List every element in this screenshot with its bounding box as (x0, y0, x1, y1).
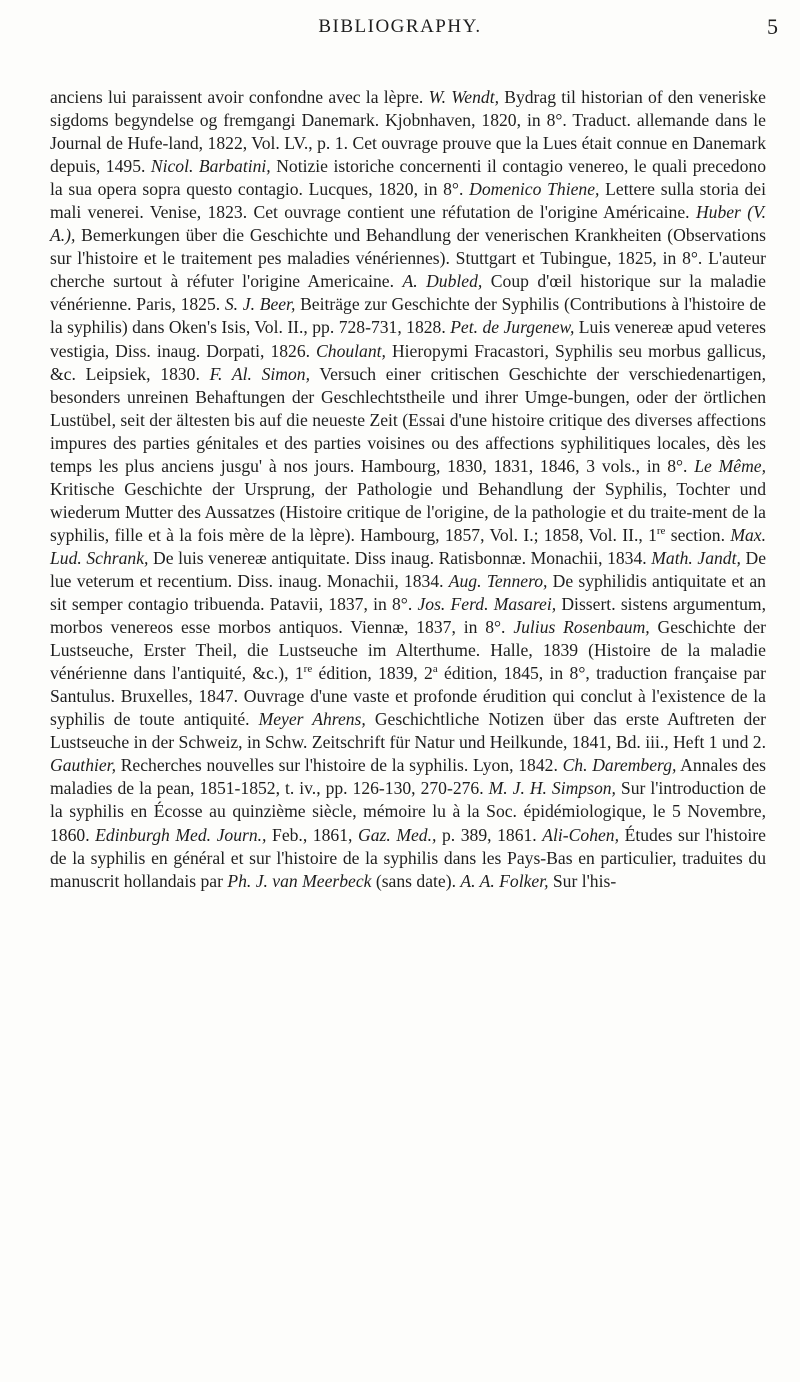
citation-text: Sur l'introduction de la syphilis en Écosse au quinzième siècle, mémoire lu à la Soc. épidémiologique, le 5 Novembre, 1860. (50, 778, 766, 845)
citation-text: Sur l'his- (548, 870, 617, 891)
page-title: BIBLIOGRAPHY. (318, 16, 482, 37)
citation-text: Annales des maladies de la pean, 1851-1852, t. iv., pp. 126-130, 270-276. (50, 755, 766, 799)
citation-text: Dissert. sistens argumentum, morbos venereos esse morbos antiquos. Viennæ, 1837, in 8°. (50, 594, 766, 638)
author-name: W. Wendt, (428, 87, 499, 107)
citation-text: édition, 1839, 2 (312, 663, 433, 684)
citation-text: Versuch einer critischen Geschichte der verschiedenartigen, besonders unreinen Behaftungen der Geschlechtstheile und ihrer Umge-bungen, oder der örtlichen Lustübel, seit der ältesten bis auf die neueste Zeit (Essai d'une histoire critique des diverses affections impures des parties génitales et des parties voisines ou des affections syphilitiques locales, dès les temps les plus anciens jusgu' à nos jours. Hambourg, 1830, 1831, 1846, 3 vols., in 8°. (50, 363, 766, 476)
author-name: Julius Rosenbaum, (513, 617, 650, 638)
author-name: Jos. Ferd. Masarei, (417, 594, 557, 615)
citation-text: Geschichtliche Notizen über das erste Auftreten der Lustseuche in der Schweiz, in Schw. Zeitschrift für Natur und Heilkunde, 1841, Bd. iii., Heft 1 und 2. (50, 709, 766, 753)
citation-text: Feb., 1861, (266, 824, 358, 845)
author-name: Aug. Tennero, (448, 570, 548, 591)
author-name: M. J. H. Simpson, (488, 778, 616, 799)
citation-text: (sans date). (371, 870, 461, 891)
author-name: Max. Lud. Schrank, (50, 524, 766, 568)
ordinal-superscript: re (656, 525, 666, 538)
author-name: Ali-Cohen, (542, 824, 619, 845)
author-name: Meyer Ahrens, (258, 709, 366, 730)
author-name: Choulant, (316, 340, 386, 361)
ordinal-superscript: a (432, 663, 438, 676)
author-name: Ph. J. van Meerbeck (227, 870, 372, 891)
citation-text: p. 389, 1861. (436, 824, 543, 845)
author-name: F. Al. Simon, (209, 363, 310, 384)
citation-text: De luis venereæ antiquitate. Diss inaug. Ratisbonnæ. Monachii, 1834. (148, 547, 652, 568)
citation-text: Luis venereæ apud veteres vestigia, Diss. inaug. Dorpati, 1826. (50, 317, 766, 361)
citation-text: De lue veterum et recentium. Diss. inaug. Monachii, 1834. (50, 547, 766, 591)
bibliography-text (50, 86, 766, 893)
citation-text: Lettere sulla storia dei mali venerei. Venise, 1823. Cet ouvrage contient une réfutation de l'origine Américaine. (50, 179, 766, 223)
author-name: Gauthier, (50, 755, 116, 776)
author-name: A. Dubled, (402, 271, 483, 292)
author-name: Ch. Daremberg, (562, 755, 677, 776)
citation-text: Beiträge zur Geschichte der Syphilis (Contributions à l'histoire de la syphilis) dans Oken's Isis, Vol. II., pp. 728-731, 1828. (50, 294, 766, 338)
citation-text: Bemerkungen über die Geschichte und Behandlung der venerischen Krankheiten (Observations sur l'histoire et le traitement pes maladies vénériennes). Stuttgart et Tubingue, 1825, in 8°. L'auteur cherche surtout à réfuter l'origine Americaine. (50, 225, 766, 292)
citation-text: Geschichte der Lustseuche, Erster Theil, die Lustseuche im Alterthume. Halle, 1839 (Histoire de la maladie vénérienne dans l'antiquité, &c.), 1 (50, 617, 767, 684)
citation-text: De syphilidis antiquitate et an sit semper contagio tribuenda. Patavii, 1837, in 8°. (50, 570, 766, 615)
citation-text: Hieropymi Fracastori, Syphilis seu morbus gallicus, &c. Leipsiek, 1830. (50, 340, 766, 384)
page-number: 5 (767, 14, 778, 39)
citation-text: édition, 1845, in 8°, traduction française par Santulus. Bruxelles, 1847. Ouvrage d'une vaste et profonde érudition qui conclut à l'existence de la syphilis de toute antiquité. (50, 663, 766, 730)
citation-text: Recherches nouvelles sur l'histoire de la syphilis. Lyon, 1842. (115, 755, 563, 776)
author-name: Le Même, (694, 455, 766, 476)
citation-text: Notizie istoriche concernenti il contagio venereo, le quali precedono la sua opera sopra questo contagio. Lucques, 1820, in 8°. (50, 156, 766, 200)
citation-text: anciens lui paraissent avoir confondne avec la lèpre. (50, 87, 429, 107)
author-name: Math. Jandt, (651, 547, 741, 568)
citation-text: Coup d'œil historique sur la maladie vénérienne. Paris, 1825. (50, 271, 766, 315)
author-name: Edinburgh Med. Journ., (95, 824, 267, 845)
running-head (0, 12, 800, 48)
citation-text: section. (665, 524, 731, 545)
author-name: Pet. de Jurgenew, (450, 317, 575, 338)
author-name: A. A. Folker, (460, 870, 549, 891)
citation-text: Études sur l'histoire de la syphilis en général et sur l'histoire de la syphilis dans les Pays-Bas en particulier, traduites du manuscrit hollandais par (50, 824, 766, 891)
author-name: Huber (V. A.), (50, 202, 766, 246)
author-name: Domenico Thiene, (469, 179, 600, 200)
bibliography-paragraph (50, 86, 766, 893)
author-name: Nicol. Barbatini, (150, 156, 271, 177)
citation-text: Kritische Geschichte der Ursprung, der Pathologie und Behandlung der Syphilis, Tochter und wiederum Mutter des Aussatzes (Histoire critique de l'origine, de la pathologie et du traite-ment de la syphilis, fille et à la fois mère de la lèpre). Hambourg, 1857, Vol. I.; 1858, Vol. II., 1 (50, 478, 766, 545)
citation-text: Bydrag til historian of den veneriske sigdoms begyndelse og fremgangi Danemark. Kjobnhaven, 1820, in 8°. Traduct. allemande dans le Journal de Hufe-land, 1822, Vol. LV., p. 1. Cet ouvrage prouve que la Lues était connue en Danemark depuis, 1495. (50, 87, 766, 177)
ordinal-superscript: re (303, 663, 313, 676)
author-name: S. J. Beer, (224, 294, 296, 315)
author-name: Gaz. Med., (357, 824, 437, 845)
